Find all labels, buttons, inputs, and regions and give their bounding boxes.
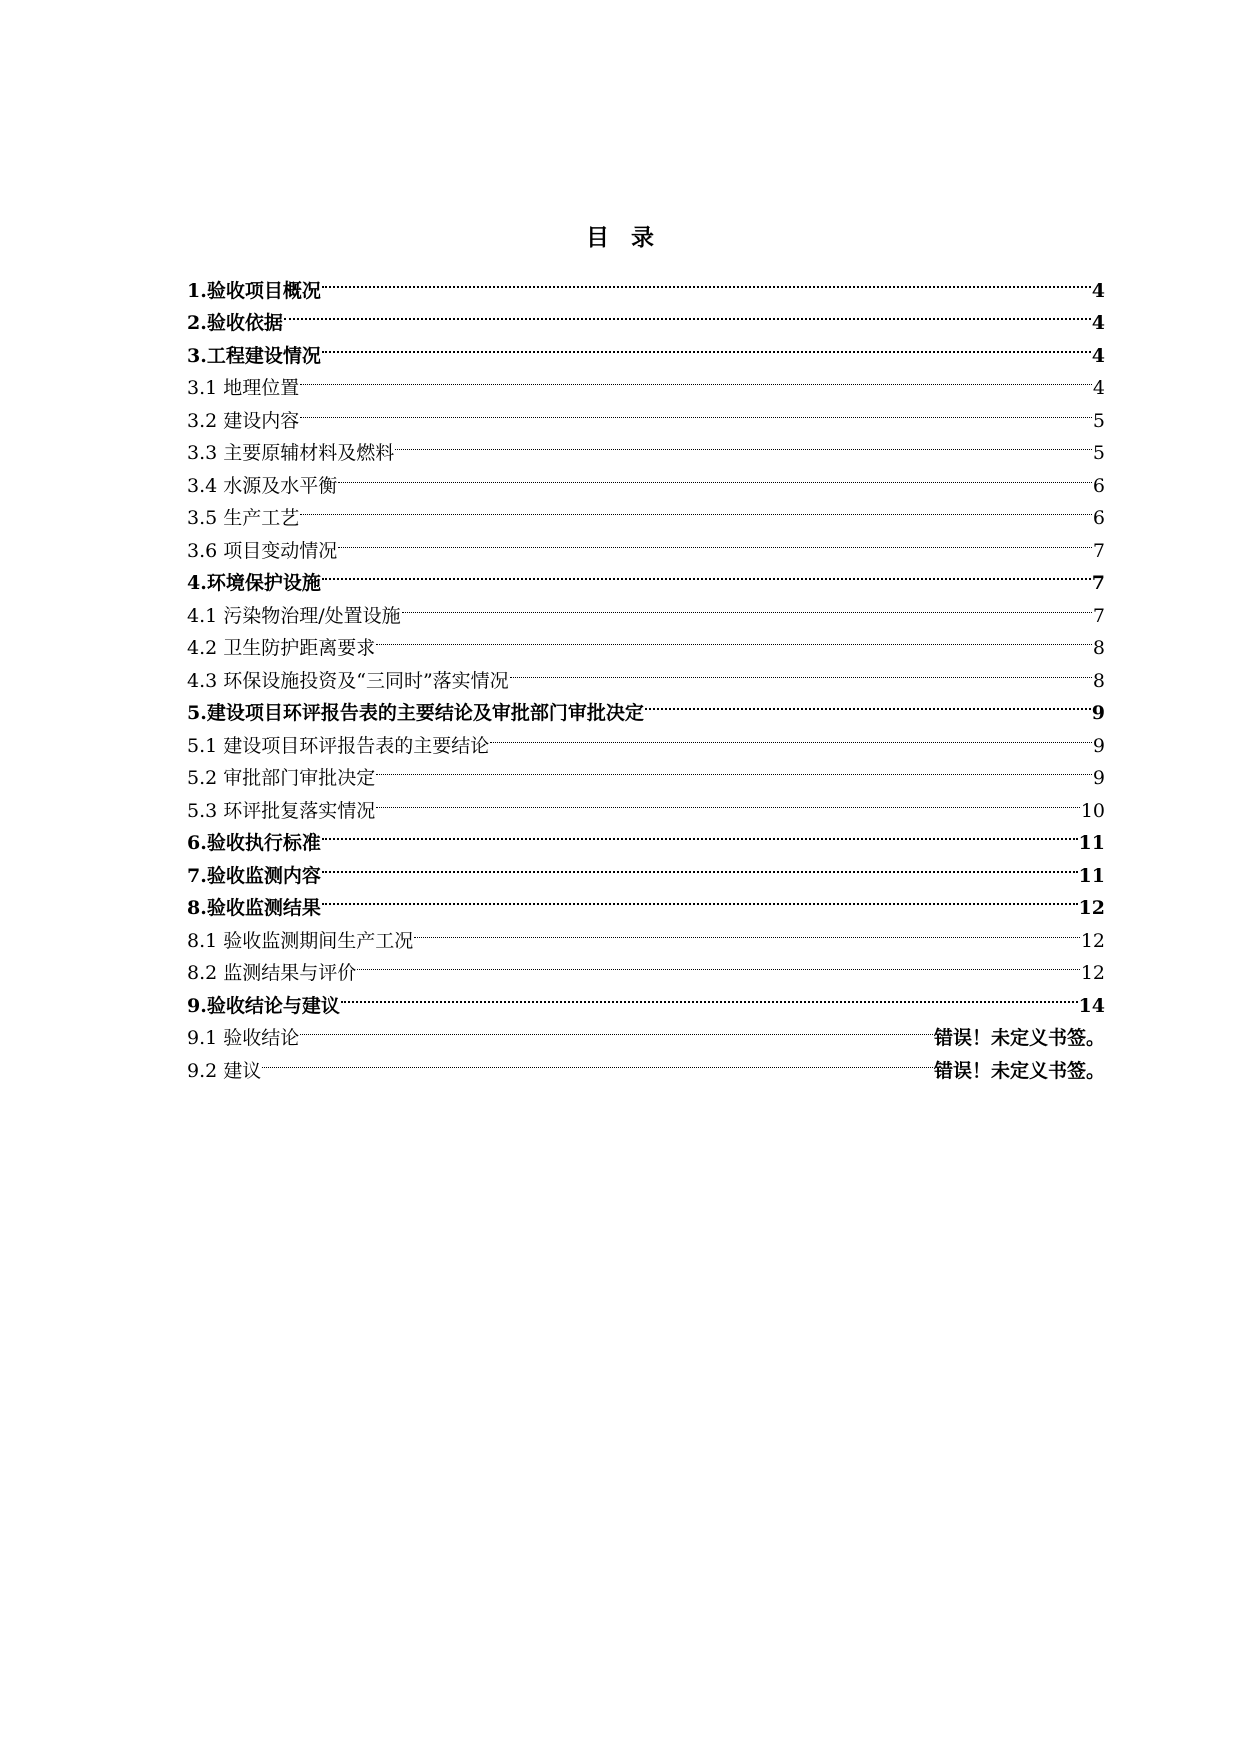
toc-entry[interactable] xyxy=(187,914,1105,952)
toc-dot-leader xyxy=(322,557,1091,590)
toc-entry-bookmark-error: 错误！未定义书签。 xyxy=(933,1027,1105,1049)
toc-dot-leader xyxy=(322,849,1078,882)
toc-dot-leader xyxy=(284,297,1091,330)
toc-entry[interactable] xyxy=(187,297,1105,334)
toc-entry-page-number: 9 xyxy=(1092,767,1105,789)
toc-entry-title: 5.建设项目环评报告表的主要结论及审批部门审批决定 xyxy=(187,702,644,724)
toc-entry[interactable] xyxy=(187,849,1105,887)
toc-entry-page-number: 8 xyxy=(1092,637,1105,659)
toc-dot-leader xyxy=(322,882,1078,915)
toc-title-part2: 录 xyxy=(631,224,654,251)
toc-entry[interactable] xyxy=(187,589,1105,627)
toc-dot-leader xyxy=(376,622,1092,655)
toc-entry-bookmark-error: 错误！未定义书签。 xyxy=(933,1059,1105,1082)
toc-entry-title: 5.2 审批部门审批决定 xyxy=(187,767,376,789)
toc-title xyxy=(0,222,1240,254)
toc-entry-page-number: 9 xyxy=(1091,702,1105,724)
toc-entry-title: 3.3 主要原辅材料及燃料 xyxy=(187,442,395,464)
toc-entry-title: 6.验收执行标准 xyxy=(187,832,321,854)
toc-entry-title: 3.4 水源及水平衡 xyxy=(187,474,338,497)
toc-title-part1: 目 xyxy=(586,224,609,251)
toc-entry-page-number: 4 xyxy=(1092,377,1105,399)
toc-entry-page-number: 4 xyxy=(1091,312,1105,334)
toc-entry-page-number: 8 xyxy=(1092,669,1105,692)
toc-entry-title: 3.5 生产工艺 xyxy=(187,507,300,529)
toc-entry[interactable] xyxy=(187,427,1105,464)
toc-entry-title: 9.2 建议 xyxy=(187,1059,262,1082)
toc-entry-page-number: 12 xyxy=(1080,929,1105,952)
toc-entry-title: 4.3 环保设施投资及“三同时”落实情况 xyxy=(187,669,509,692)
toc-entry-title: 4.2 卫生防护距离要求 xyxy=(187,637,376,659)
toc-entry-page-number: 11 xyxy=(1078,864,1105,887)
toc-dot-leader xyxy=(490,719,1092,752)
toc-entry[interactable] xyxy=(187,882,1105,919)
table-of-contents xyxy=(187,264,1105,1082)
toc-entry[interactable] xyxy=(187,1012,1105,1049)
toc-dot-leader xyxy=(300,492,1092,525)
toc-dot-leader xyxy=(510,654,1092,687)
toc-entry-title: 1.验收项目概况 xyxy=(187,279,321,302)
toc-entry-title: 7.验收监测内容 xyxy=(187,864,321,887)
toc-dot-leader xyxy=(645,687,1091,720)
toc-dot-leader xyxy=(322,817,1078,850)
toc-dot-leader xyxy=(338,459,1092,492)
toc-entry[interactable] xyxy=(187,362,1105,399)
toc-entry-title: 4.1 污染物治理/处置设施 xyxy=(187,604,401,627)
toc-dot-leader xyxy=(414,914,1080,947)
toc-entry-title: 3.1 地理位置 xyxy=(187,377,300,399)
toc-dot-leader xyxy=(341,979,1078,1012)
toc-dot-leader xyxy=(376,784,1080,817)
toc-entry-title: 8.1 验收监测期间生产工况 xyxy=(187,929,414,952)
toc-dot-leader xyxy=(322,264,1091,297)
toc-entry[interactable] xyxy=(187,817,1105,854)
toc-entry-page-number: 11 xyxy=(1078,832,1105,854)
toc-dot-leader xyxy=(338,524,1092,557)
toc-entry-title: 9.1 验收结论 xyxy=(187,1027,300,1049)
toc-entry-title: 4.环境保护设施 xyxy=(187,572,321,594)
toc-dot-leader xyxy=(262,1044,933,1077)
toc-entry-title: 3.2 建设内容 xyxy=(187,409,300,432)
toc-entry-title: 8.验收监测结果 xyxy=(187,897,321,919)
toc-dot-leader xyxy=(300,362,1092,395)
toc-entry-page-number: 6 xyxy=(1092,474,1105,497)
toc-entry-title: 3.工程建设情况 xyxy=(187,344,321,367)
toc-entry[interactable] xyxy=(187,492,1105,529)
toc-entry-page-number: 12 xyxy=(1078,897,1105,919)
toc-dot-leader xyxy=(357,947,1080,980)
toc-entry-page-number: 14 xyxy=(1078,994,1105,1017)
toc-entry-page-number: 5 xyxy=(1092,442,1105,464)
toc-dot-leader xyxy=(376,752,1092,785)
toc-entry-page-number: 7 xyxy=(1092,604,1105,627)
toc-entry-page-number: 5 xyxy=(1092,409,1105,432)
toc-entry[interactable] xyxy=(187,557,1105,594)
toc-entry[interactable] xyxy=(187,264,1105,302)
toc-entry-page-number: 7 xyxy=(1091,572,1105,594)
toc-entry[interactable] xyxy=(187,524,1105,562)
toc-dot-leader xyxy=(322,329,1091,362)
toc-entry[interactable] xyxy=(187,329,1105,367)
toc-entry-title: 2.验收依据 xyxy=(187,312,283,334)
toc-entry-page-number: 6 xyxy=(1092,507,1105,529)
toc-entry-title: 8.2 监测结果与评价 xyxy=(187,962,357,984)
toc-entry-page-number: 4 xyxy=(1091,279,1105,302)
toc-dot-leader xyxy=(395,427,1092,460)
toc-entry-title: 9.验收结论与建议 xyxy=(187,994,340,1017)
toc-entry-title: 5.1 建设项目环评报告表的主要结论 xyxy=(187,734,490,757)
toc-entry-title: 5.3 环评批复落实情况 xyxy=(187,799,376,822)
toc-entry-title: 3.6 项目变动情况 xyxy=(187,539,338,562)
toc-dot-leader xyxy=(300,1012,933,1045)
toc-entry-page-number: 7 xyxy=(1092,539,1105,562)
toc-entry-page-number: 10 xyxy=(1080,799,1105,822)
toc-entry-page-number: 9 xyxy=(1092,734,1105,757)
toc-entry-page-number: 12 xyxy=(1080,962,1105,984)
toc-entry-page-number: 4 xyxy=(1091,344,1105,367)
toc-entry[interactable] xyxy=(187,394,1105,432)
toc-dot-leader xyxy=(402,589,1092,622)
toc-dot-leader xyxy=(300,394,1092,427)
